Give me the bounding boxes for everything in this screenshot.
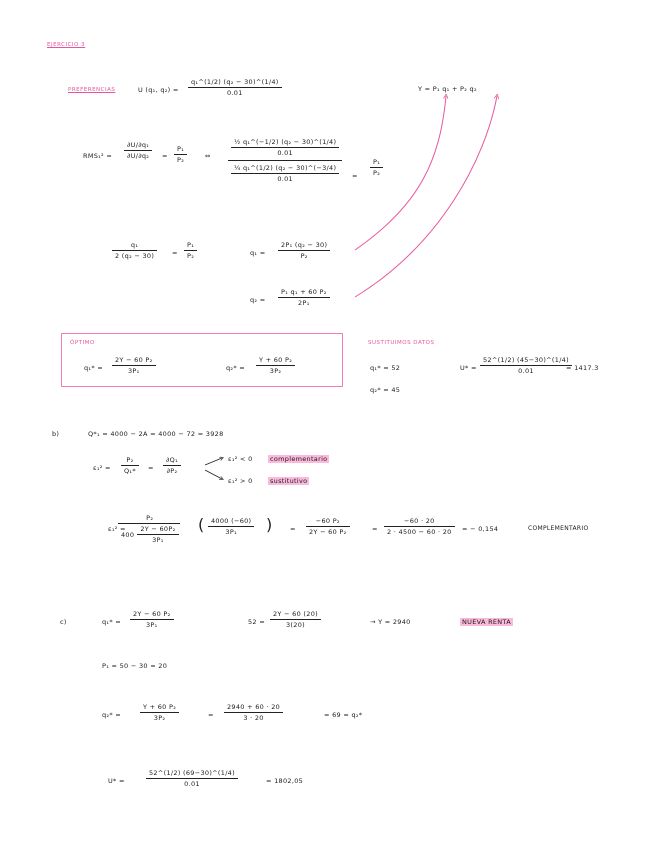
elasticity-equals-3: = — [372, 525, 378, 533]
part-b-demand: Q*₁ = 4000 − 2A = 4000 − 72 = 3928 — [88, 430, 224, 438]
elasticity-result-label: COMPLEMENTARIO — [528, 525, 589, 532]
elasticity-calc-f1-den-pre: 400 — [121, 530, 135, 539]
substitute-u-result: = 1417.3 — [566, 364, 599, 372]
elasticity-calc-f4-den: 2 · 4500 − 60 · 20 — [387, 528, 452, 536]
rms-derivative-den: ∂U/∂q₂ — [127, 152, 150, 160]
rms-price-num: P₁ — [177, 145, 185, 153]
budget-constraint: Y = P₁ q₁ + P₂ q₂ — [418, 85, 477, 93]
rms-big-num-num: ½ q₁^(−1/2) (q₂ − 30)^(1/4) — [234, 138, 337, 146]
elasticity-calc-f4-num: −60 · 20 — [404, 517, 435, 525]
rms-equals: = — [162, 152, 168, 160]
rms-big-den-den: 0.01 — [277, 175, 293, 183]
c-q2-den-2: 3 · 20 — [243, 714, 264, 722]
rms-equals-2: = — [352, 172, 358, 180]
c-q1-den: 3P₁ — [146, 621, 158, 629]
optimum-q1-num: 2Y − 60 P₂ — [115, 356, 153, 364]
rms-big-num-den: 0.01 — [277, 149, 293, 157]
c-utility-lhs: U* = — [108, 777, 125, 785]
c-q2-result: = 69 = q₂* — [324, 711, 363, 719]
condition-den: 2 (q₂ − 30) — [115, 252, 155, 260]
c-price-line: P₁ = 50 − 30 = 20 — [102, 662, 168, 670]
c-q2-equals: = — [208, 711, 214, 719]
branch-complementary-label: complementario — [270, 455, 328, 463]
substitute-q2: q₂* = 45 — [370, 386, 401, 394]
elasticity-f1-den: Q₁* — [124, 467, 136, 475]
branch-substitute-label: sustitutivo — [270, 477, 308, 485]
c-income-num: 2Y − 60 (20) — [273, 610, 318, 618]
part-c-label: c) — [60, 618, 67, 626]
optimum-q2-lhs: q₂* = — [226, 364, 245, 372]
rms-derivative-num: ∂U/∂q₁ — [127, 141, 150, 149]
elasticity-calc-f2-num: 4000 (−60) — [211, 517, 252, 525]
q2-expr-den: 2P₁ — [298, 299, 310, 307]
utility-lhs: U (q₁, q₂) = — [138, 86, 179, 94]
q2-expr-lhs: q₂ = — [250, 296, 266, 304]
rms-price-num-2: P₁ — [373, 158, 381, 166]
c-q2-num: Y + 60 P₂ — [143, 703, 177, 711]
exercise-title: EJERCICIO 3 — [47, 42, 86, 48]
utility-numerator: q₁^(1/2) (q₂ − 30)^(1/4) — [191, 78, 279, 86]
elasticity-calc-f3-den: 2Y − 60 P₂ — [309, 528, 347, 536]
paren-open: ( — [198, 515, 205, 534]
substitute-q1: q₁* = 52 — [370, 364, 401, 372]
rms-lhs: RMS₁² = — [83, 152, 113, 160]
rms-price-den: P₂ — [177, 156, 185, 164]
preferences-label: PREFERENCIAS — [68, 87, 116, 93]
elasticity-calc-f1-den-den: 3P₁ — [152, 536, 164, 544]
c-income-result: → Y = 2940 — [370, 618, 411, 626]
utility-denominator: 0.01 — [226, 89, 243, 97]
optimum-label: ÓPTIMO — [70, 340, 95, 346]
rms-big-den-num: ¼ q₁^(1/2) (q₂ − 30)^(−3/4) — [234, 164, 337, 172]
c-q1-lhs: q₁* = — [102, 618, 121, 626]
part-b-label: b) — [52, 430, 60, 438]
c-income-den: 3(20) — [285, 621, 305, 629]
c-utility-num: 52^(1/2) (69−30)^(1/4) — [149, 769, 235, 777]
new-income-tag: NUEVA RENTA — [462, 618, 511, 626]
elasticity-f2-den: ∂P₂ — [166, 467, 178, 475]
paren-close: ) — [266, 515, 273, 534]
elasticity-result: = − 0,154 — [462, 525, 499, 533]
optimum-q1-den: 3P₁ — [128, 367, 140, 375]
arrow-q2-to-budget — [355, 96, 497, 297]
elasticity-calc-lhs: ε₁² = — [108, 525, 126, 533]
elasticity-calc-f2-den: 3P₁ — [225, 528, 237, 536]
arrow-branch-up — [205, 458, 222, 465]
elasticity-lhs: ε₁² = — [93, 464, 111, 472]
arrow-q1-to-budget — [355, 96, 446, 250]
rms-iff: ⇔ — [205, 152, 211, 160]
q1-expr-lhs: q₁ = — [250, 249, 266, 257]
elasticity-calc-f3-num: −60 P₂ — [315, 517, 340, 525]
elasticity-f2-num: ∂Q₁ — [166, 456, 178, 464]
optimum-q2-num: Y + 60 P₂ — [259, 356, 293, 364]
c-utility-den: 0.01 — [184, 780, 200, 788]
elasticity-calc-f1-num: P₂ — [146, 514, 154, 522]
elasticity-equals: = — [148, 464, 154, 472]
elasticity-calc-f1-den-num: 2Y − 60P₂ — [140, 525, 176, 533]
branch-complementary: ε₁² < 0 — [228, 455, 253, 463]
c-utility-result: = 1802,05 — [266, 777, 304, 785]
condition-price-den: P₂ — [187, 252, 195, 260]
optimum-q2-den: 3P₂ — [269, 367, 282, 375]
q1-expr-num: 2P₁ (q₂ − 30) — [281, 241, 328, 249]
q2-expr-num: P₁ q₁ + 60 P₂ — [281, 288, 327, 296]
optimum-q1-lhs: q₁* = — [84, 364, 103, 372]
arrow-branch-down — [205, 470, 222, 479]
branch-substitute: ε₁² > 0 — [228, 477, 253, 485]
condition-price-num: P₁ — [187, 241, 195, 249]
q1-expr-den: P₂ — [300, 252, 308, 260]
substitute-label: SUSTITUIMOS DATOS — [368, 340, 435, 346]
c-q1-num: 2Y − 60 P₂ — [133, 610, 171, 618]
substitute-u-lhs: U* = — [460, 364, 477, 372]
c-income-lhs: 52 = — [248, 618, 265, 626]
substitute-u-den: 0.01 — [518, 367, 534, 375]
rms-price-den-2: P₂ — [373, 169, 381, 177]
condition-num: q₁ — [130, 241, 139, 249]
c-q2-num-2: 2940 + 60 · 20 — [227, 703, 281, 711]
substitute-u-num: 52^(1/2) (45−30)^(1/4) — [483, 356, 569, 364]
c-q2-den: 3P₂ — [153, 714, 166, 722]
elasticity-f1-num: P₂ — [126, 456, 134, 464]
condition-equals: = — [172, 249, 178, 257]
c-q2-lhs: q₂* = — [102, 711, 121, 719]
elasticity-equals-2: = — [290, 525, 296, 533]
